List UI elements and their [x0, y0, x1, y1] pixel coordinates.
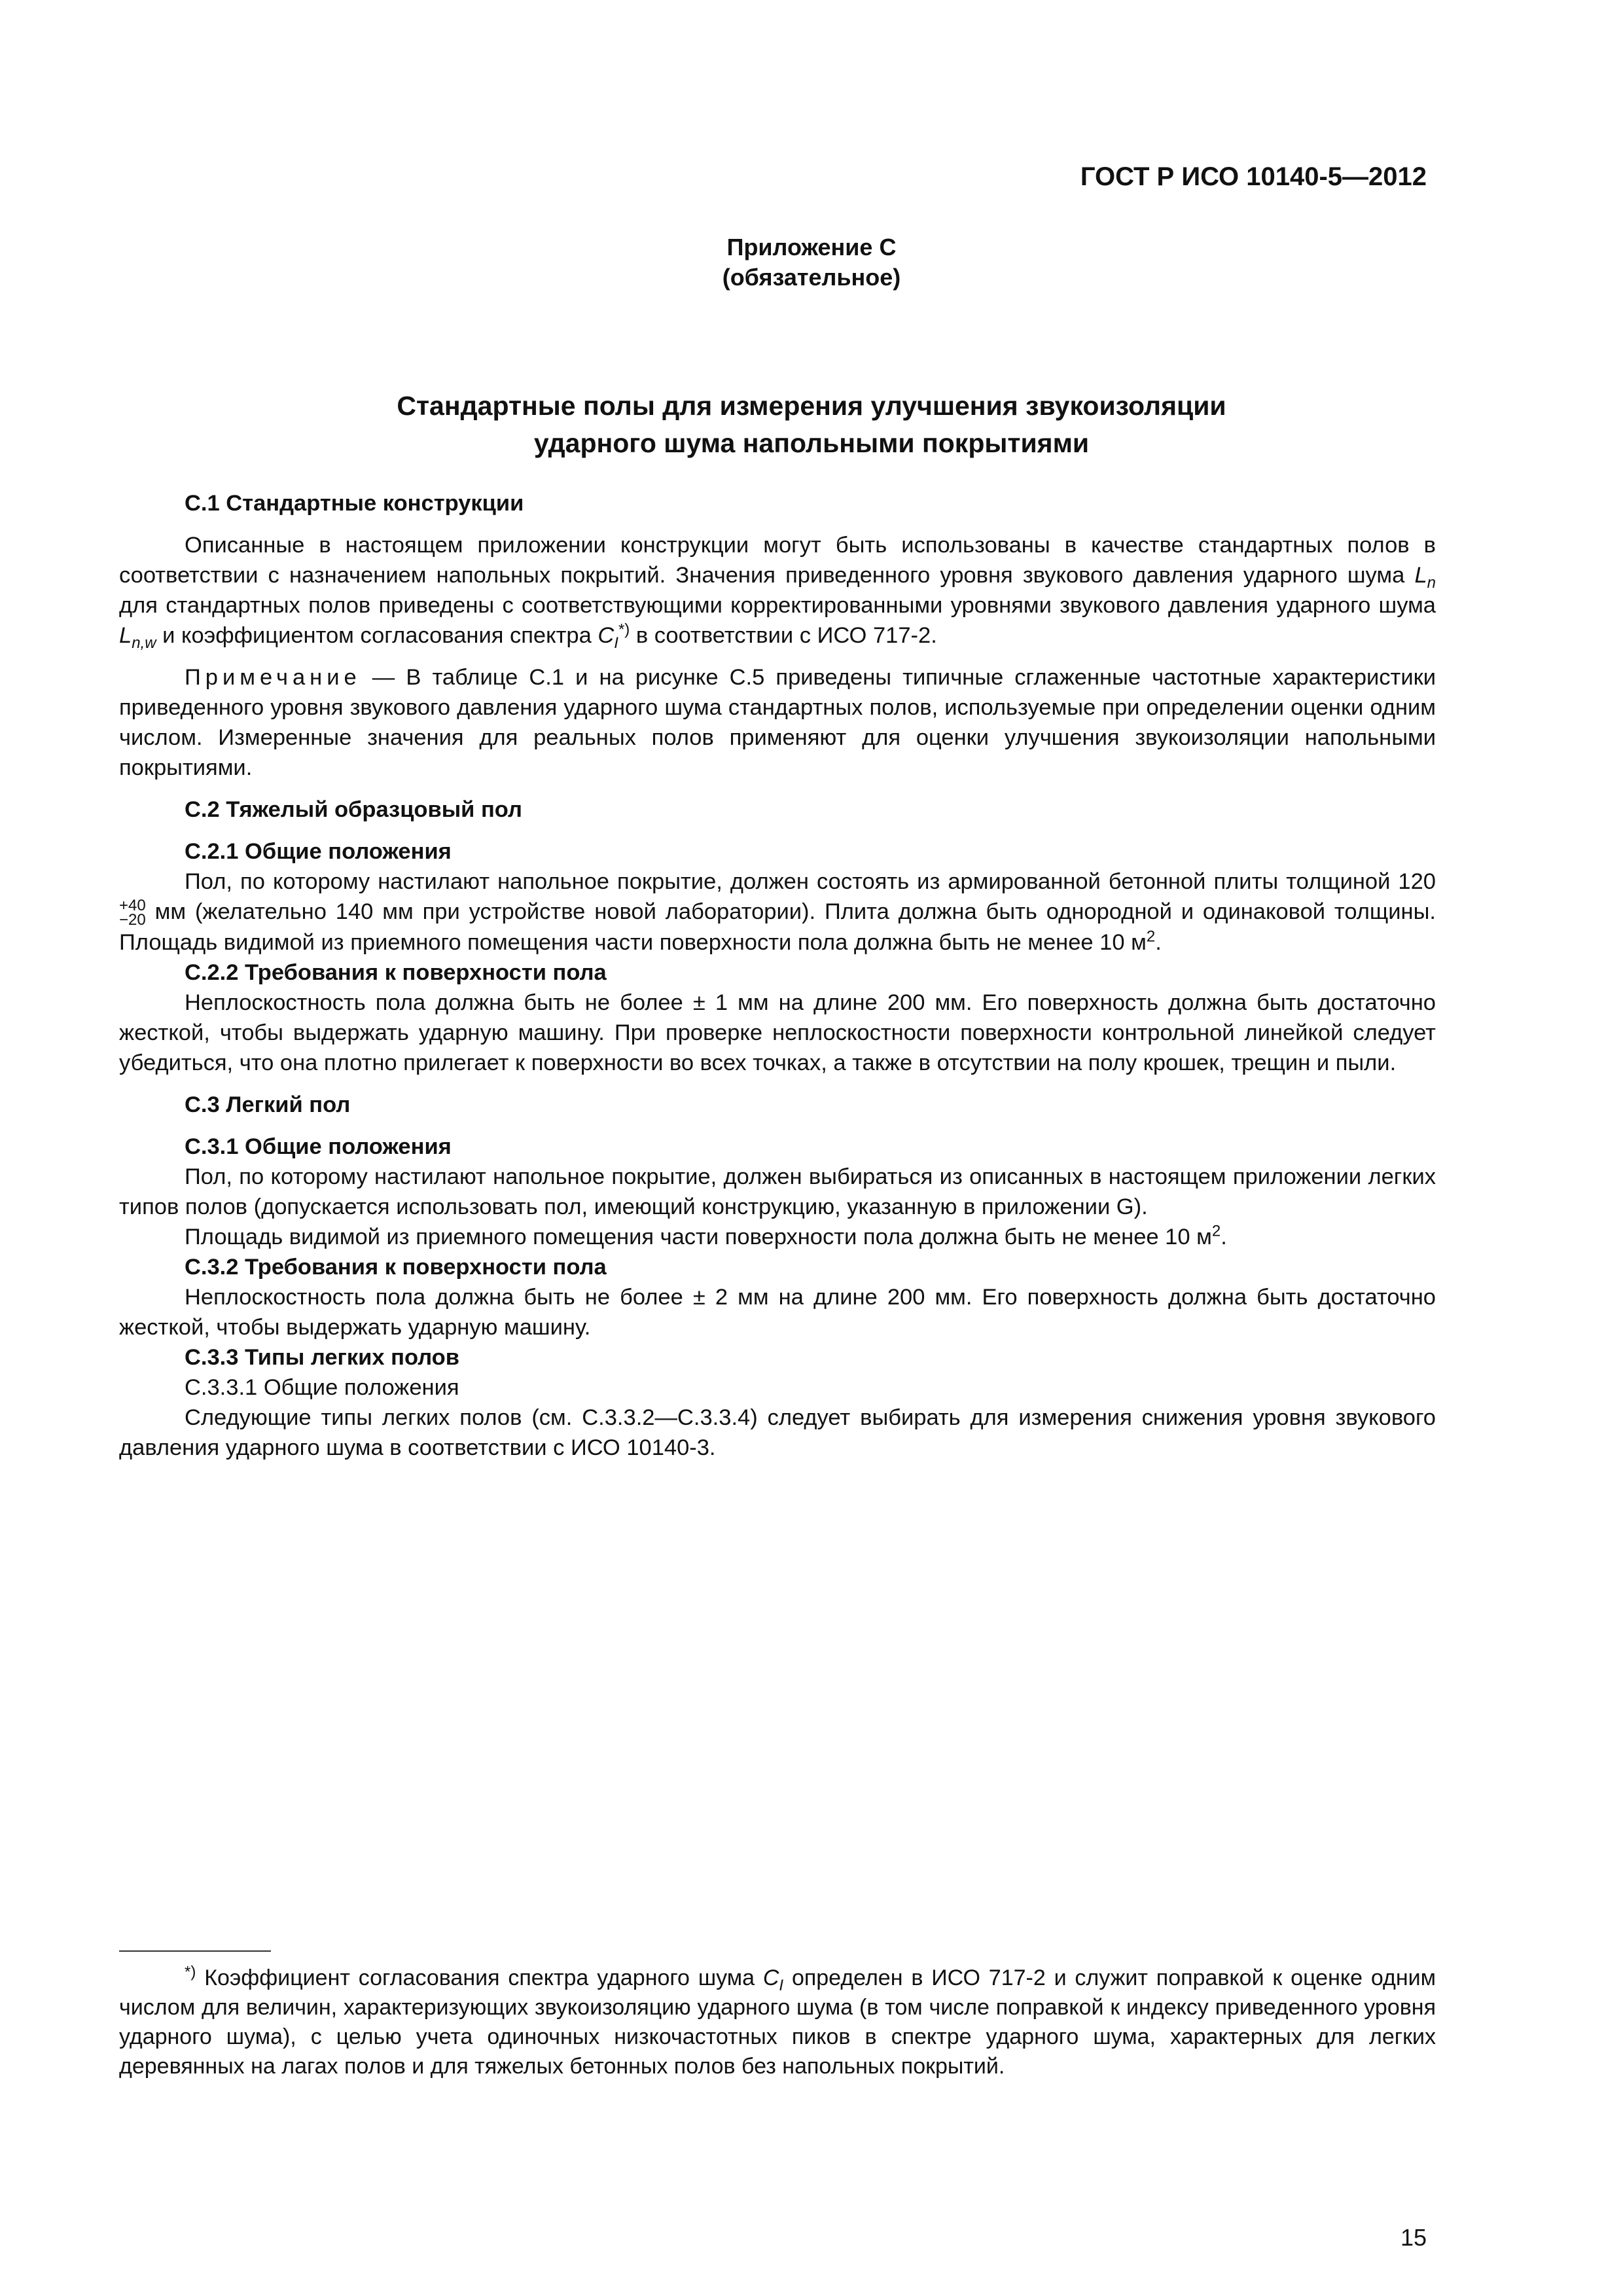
appendix-heading [0, 232, 1623, 293]
title-line-2: ударного шума напольными покрытиями [533, 428, 1090, 458]
title-line-1: Стандартные полы для измерения улучшения звукоизоляции [397, 391, 1226, 421]
section-c32-paragraph: Неплоскостность пола должна быть не более ± 2 мм на длине 200 мм. Его поверхность должна быть достаточно жесткой, чтобы выдержать ударную машину. [119, 1284, 1436, 1340]
footnote-text: *) Коэффициент согласования спектра ударного шума $C_I$ определен в ИСО 717-2 и служит поправкой к оценке одним числом для величин, характеризующих звукоизоляцию ударного шума (в том числе поправкой к индексу приведенного уровня ударного шума), с целью учета одиночных низкочастотных пиков в спектре ударного шума, характерных для легких деревянных на лагах полов и для тяжелых бетонных полов без напольных покрытий. [119, 1963, 1436, 2079]
section-c331-paragraph: Следующие типы легких полов (см. С.3.3.2—С.3.3.4) следует выбирать для измерения снижения уровня звукового давления ударного шума в соответствии с ИСО 10140-3. [119, 1405, 1436, 1460]
section-c21-heading: С.2.1 Общие положения [185, 839, 452, 864]
main-text [119, 488, 1436, 1463]
note-label: Примечание [185, 665, 361, 690]
section-c31-paragraph-2: Площадь видимой из приемного помещения части поверхности пола должна быть не менее 10 $м^2$. [185, 1222, 1227, 1249]
footnote [119, 1964, 1436, 2081]
footnote-mark: *) [185, 1963, 196, 1981]
standard-code-header: ГОСТ Р ИСО 10140-5—2012 [1080, 162, 1427, 191]
section-c22-heading: С.2.2 Требования к поверхности пола [185, 960, 607, 985]
section-c33-heading: С.3.3 Типы легких полов [185, 1344, 459, 1370]
section-c1-paragraph: Описанные в настоящем приложении конструкции могут быть использованы в качестве стандартных полов в соответствии с назначением напольных покрытий. Значения приведенного уровня звукового давления ударного шума $L_n$ для стандартных полов приведены с соответствующими корректированными уровнями звукового давления ударного шума $L_{n,w}$ и коэффициентом согласования спектра $C_I^{*)}$ в соответствии с ИСО 717-2. [119, 533, 1436, 652]
section-c32-heading: С.3.2 Требования к поверхности пола [185, 1254, 607, 1280]
appendix-status: (обязательное) [722, 264, 901, 291]
appendix-label: Приложение С [726, 234, 897, 260]
section-c331-heading: С.3.3.1 Общие положения [185, 1374, 459, 1400]
section-c2-heading: С.2 Тяжелый образцовый пол [185, 797, 522, 822]
page-number: 15 [1400, 2224, 1427, 2251]
section-c31-heading: С.3.1 Общие положения [185, 1134, 452, 1159]
footnote-separator [119, 1950, 271, 1952]
section-c3-heading: С.3 Легкий пол [185, 1092, 351, 1117]
appendix-title [0, 387, 1623, 462]
section-c22-paragraph: Неплоскостность пола должна быть не более ± 1 мм на длине 200 мм. Его поверхность должна быть достаточно жесткой, чтобы выдержать ударную машину. При проверке неплоскостности поверхности контрольной линейкой следует убедиться, что она плотно прилегает к поверхности во всех точках, а также в отсутствии на полу крошек, трещин и пыли. [119, 990, 1436, 1075]
section-c21-paragraph: Пол, по которому настилают напольное покрытие, должен состоять из армированной бетонной плиты толщиной 120 +40 −20 мм (желательно 140 мм при устройстве новой лаборатории). Плита должна быть однородной и одинаковой толщины. Площадь видимой из приемного помещения части поверхности пола должна быть не менее 10 $м^2$. [119, 869, 1436, 955]
section-c31-paragraph-1: Пол, по которому настилают напольное покрытие, должен выбираться из описанных в настоящем приложении легких типов полов (допускается использовать пол, имеющий конструкцию, указанную в приложении G). [119, 1164, 1436, 1219]
section-c1-heading: С.1 Стандартные конструкции [185, 491, 524, 516]
note-paragraph: Примечание — В таблице С.1 и на рисунке С.5 приведены типичные сглаженные частотные характеристики приведенного уровня звукового давления ударного шума стандартных полов, используемые при определении оценки одним числом. Измеренные значения для реальных полов применяют для оценки улучшения звукоизоляции напольными покрытиями. [119, 665, 1436, 780]
